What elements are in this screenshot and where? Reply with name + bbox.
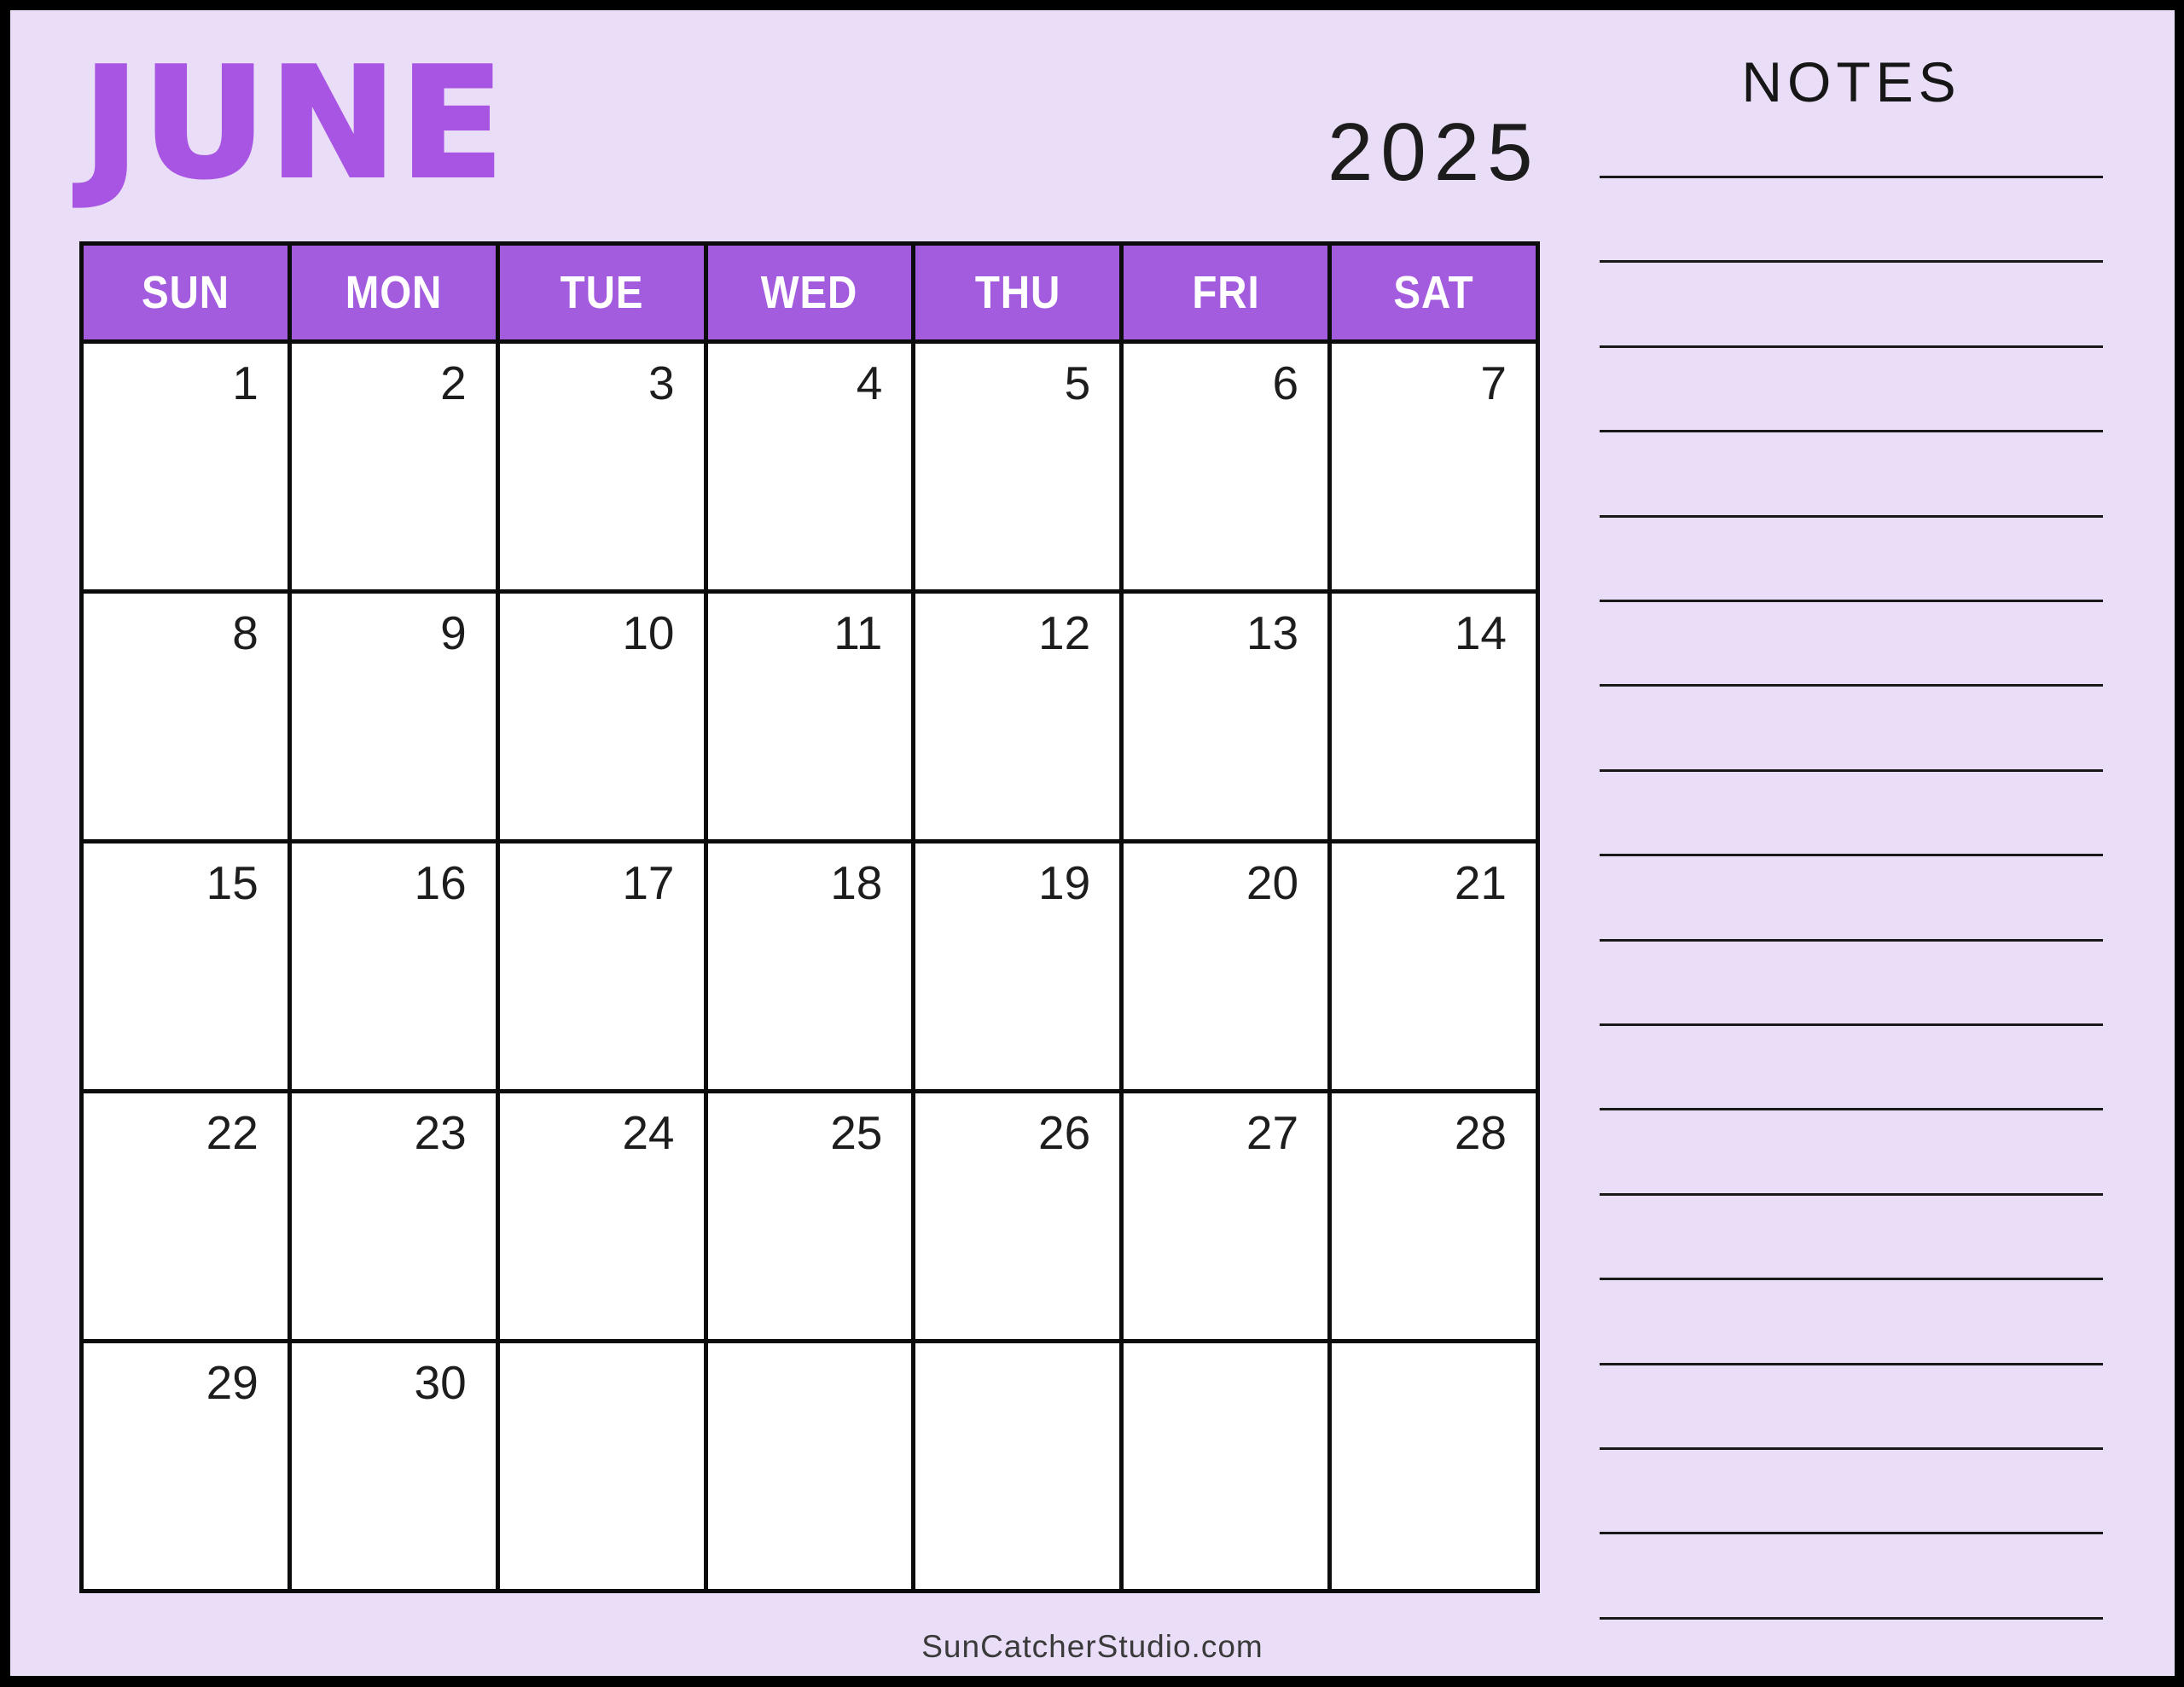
day-number: 1 [232, 357, 258, 409]
day-cell-16[interactable] [289, 842, 497, 1092]
day-cell-17[interactable] [497, 842, 706, 1092]
day-number: 12 [1038, 606, 1091, 659]
month-title: JUNE [83, 35, 508, 212]
day-number: 21 [1454, 856, 1507, 909]
notes-line[interactable] [1600, 684, 2103, 687]
day-number: 15 [206, 856, 258, 909]
footer-site-link[interactable]: SunCatcherStudio.com [921, 1629, 1263, 1664]
day-cell-12[interactable] [914, 592, 1122, 842]
day-number [882, 1343, 911, 1357]
day-cell-5[interactable] [914, 342, 1122, 592]
day-number: 24 [622, 1106, 675, 1159]
day-number [1507, 1343, 1536, 1357]
day-cell-8[interactable] [82, 592, 290, 842]
notes-line[interactable] [1600, 1278, 2103, 1280]
day-cell-13[interactable] [1122, 592, 1330, 842]
day-cell-4[interactable] [706, 342, 914, 592]
day-cell-3[interactable] [497, 342, 706, 592]
notes-line[interactable] [1600, 1447, 2103, 1450]
day-cell-15[interactable] [82, 842, 290, 1092]
day-cell-7[interactable] [1330, 342, 1538, 592]
day-header-label: FRI [1192, 267, 1260, 318]
day-header-row [82, 244, 1538, 342]
day-cell-14[interactable] [1330, 592, 1538, 842]
day-cell-empty[interactable] [914, 1342, 1122, 1591]
day-number: 8 [232, 606, 258, 659]
notes-line[interactable] [1600, 1193, 2103, 1196]
day-header-label: SUN [141, 267, 229, 318]
day-header-label: SAT [1393, 267, 1474, 318]
day-number: 30 [414, 1356, 467, 1409]
notes-line[interactable] [1600, 1108, 2103, 1110]
notes-line[interactable] [1600, 515, 2103, 518]
notes-line[interactable] [1600, 430, 2103, 432]
day-number: 16 [414, 856, 467, 909]
day-cell-6[interactable] [1122, 342, 1330, 592]
day-number: 20 [1246, 856, 1299, 909]
day-number: 28 [1454, 1106, 1507, 1159]
day-header-sat [1330, 244, 1538, 342]
notes-line[interactable] [1600, 176, 2103, 178]
day-header-label: TUE [560, 267, 643, 318]
day-cell-empty[interactable] [706, 1342, 914, 1591]
notes-line[interactable] [1600, 769, 2103, 772]
day-number: 10 [622, 606, 675, 659]
calendar-grid [79, 241, 1540, 1593]
day-cell-10[interactable] [497, 592, 706, 842]
day-number: 23 [414, 1106, 467, 1159]
notes-line[interactable] [1600, 1532, 2103, 1534]
day-header-label: MON [345, 267, 443, 318]
day-number: 19 [1038, 856, 1091, 909]
day-number: 27 [1246, 1106, 1299, 1159]
day-number: 25 [830, 1106, 883, 1159]
day-number: 14 [1454, 606, 1507, 659]
day-header-sun [82, 244, 290, 342]
day-cell-24[interactable] [497, 1092, 706, 1342]
day-number: 6 [1272, 357, 1299, 409]
notes-line[interactable] [1600, 345, 2103, 348]
day-number [1298, 1343, 1327, 1357]
day-number: 2 [440, 357, 467, 409]
day-cell-23[interactable] [289, 1092, 497, 1342]
day-number: 22 [206, 1106, 258, 1159]
day-number: 7 [1480, 357, 1507, 409]
notes-line[interactable] [1600, 1617, 2103, 1620]
notes-title: NOTES [1741, 50, 1961, 113]
day-number: 17 [622, 856, 675, 909]
calendar-page [10, 10, 2175, 1676]
day-number: 18 [830, 856, 883, 909]
day-header-tue [497, 244, 706, 342]
day-header-thu [914, 244, 1122, 342]
day-header-fri [1122, 244, 1330, 342]
notes-line[interactable] [1600, 854, 2103, 856]
day-number [675, 1343, 704, 1357]
notes-line[interactable] [1600, 1363, 2103, 1365]
day-cell-28[interactable] [1330, 1092, 1538, 1342]
day-cell-empty[interactable] [1122, 1342, 1330, 1591]
day-cell-21[interactable] [1330, 842, 1538, 1092]
week-row [82, 592, 1538, 842]
day-number: 11 [834, 606, 883, 659]
day-cell-30[interactable] [289, 1342, 497, 1591]
week-row [82, 342, 1538, 592]
day-header-label: THU [974, 267, 1060, 318]
day-number: 9 [440, 606, 467, 659]
day-header-mon [289, 244, 497, 342]
day-cell-27[interactable] [1122, 1092, 1330, 1342]
day-cell-22[interactable] [82, 1092, 290, 1342]
week-row [82, 1342, 1538, 1591]
day-cell-19[interactable] [914, 842, 1122, 1092]
day-header-label: WED [761, 267, 858, 318]
day-number: 13 [1246, 606, 1299, 659]
day-cell-empty[interactable] [1330, 1342, 1538, 1591]
day-cell-9[interactable] [289, 592, 497, 842]
day-cell-2[interactable] [289, 342, 497, 592]
day-number: 5 [1064, 357, 1091, 409]
notes-line[interactable] [1600, 1023, 2103, 1026]
day-cell-11[interactable] [706, 592, 914, 842]
day-cell-29[interactable] [82, 1342, 290, 1591]
day-number: 29 [206, 1356, 258, 1409]
day-cell-empty[interactable] [497, 1342, 706, 1591]
day-number: 26 [1038, 1106, 1091, 1159]
day-header-wed [706, 244, 914, 342]
day-cell-18[interactable] [706, 842, 914, 1092]
day-cell-20[interactable] [1122, 842, 1330, 1092]
day-cell-26[interactable] [914, 1092, 1122, 1342]
day-number: 3 [648, 357, 675, 409]
year-label: 2025 [1327, 107, 1541, 198]
day-number [1090, 1343, 1119, 1357]
day-cell-25[interactable] [706, 1092, 914, 1342]
week-row [82, 1092, 1538, 1342]
notes-line[interactable] [1600, 600, 2103, 602]
notes-line[interactable] [1600, 939, 2103, 942]
week-row [82, 842, 1538, 1092]
day-number: 4 [856, 357, 883, 409]
notes-line[interactable] [1600, 260, 2103, 263]
day-cell-1[interactable] [82, 342, 290, 592]
